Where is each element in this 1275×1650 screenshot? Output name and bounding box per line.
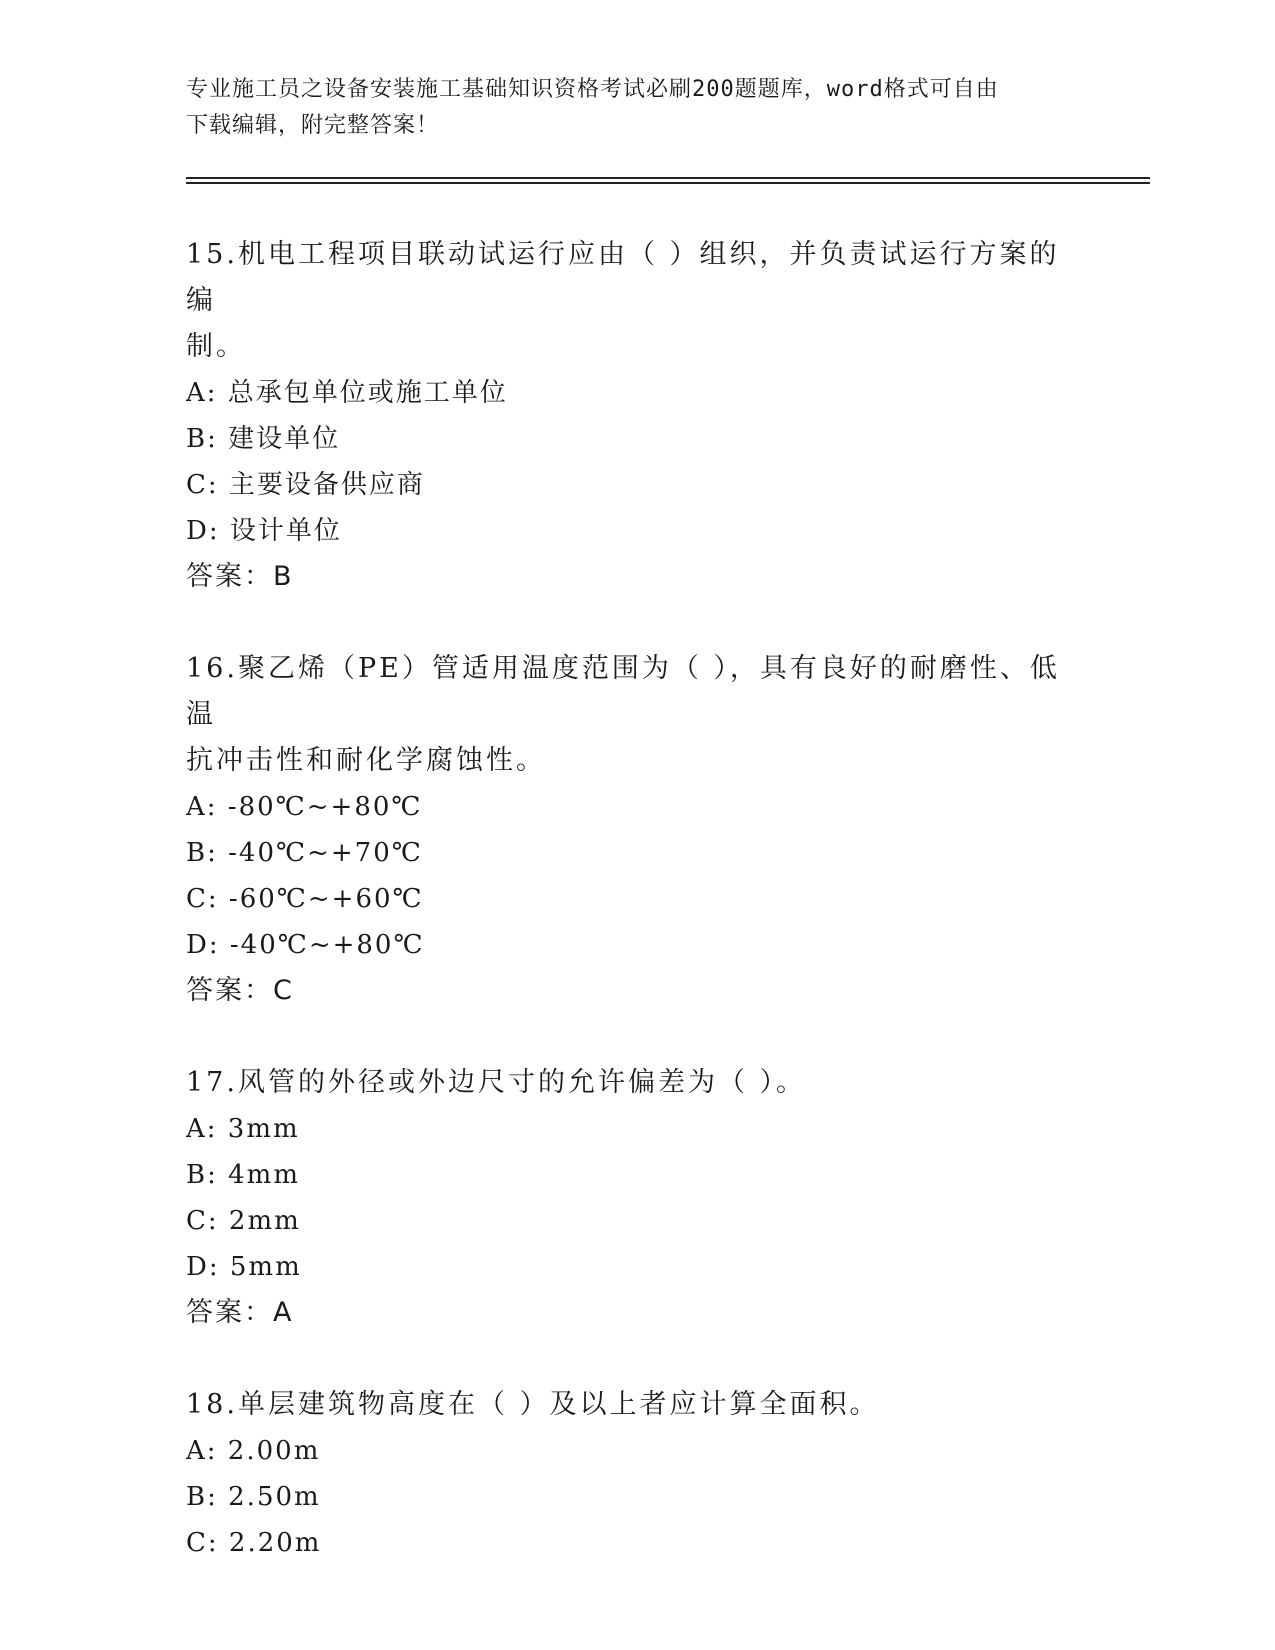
option-c: C: 2.20m — [186, 1528, 322, 1558]
option-a: A: 总承包单位或施工单位 — [186, 378, 508, 408]
question-15 — [186, 232, 1066, 600]
question-18 — [186, 1382, 1066, 1566]
answer: 答案：C — [186, 975, 294, 1006]
option-b: B: 建设单位 — [186, 424, 341, 454]
document-header — [186, 72, 1066, 144]
header-line-2: 下载编辑，附完整答案！ — [186, 113, 440, 138]
option-d: D: -40℃~+80℃ — [186, 930, 425, 960]
header-divider-top — [186, 177, 1150, 179]
header-line-1: 专业施工员之设备安装施工基础知识资格考试必刷200题题库，word格式可自由 — [186, 77, 999, 102]
option-d: D: 设计单位 — [186, 516, 342, 546]
question-stem: 15.机电工程项目联动试运行应由（ ）组织，并负责试运行方案的编 — [186, 239, 1060, 316]
option-a: A: 3mm — [186, 1114, 300, 1144]
answer: 答案：A — [186, 1297, 294, 1328]
question-17 — [186, 1060, 1066, 1336]
question-stem: 17.风管的外径或外边尺寸的允许偏差为（ ）。 — [186, 1067, 807, 1098]
question-stem-continued: 制。 — [186, 331, 246, 362]
option-a: A: -80℃~+80℃ — [186, 792, 423, 822]
question-stem-continued: 抗冲击性和耐化学腐蚀性。 — [186, 745, 546, 776]
header-divider-bottom — [186, 182, 1150, 184]
question-stem: 16.聚乙烯（PE）管适用温度范围为（ ），具有良好的耐磨性、低温 — [186, 653, 1060, 730]
question-list — [186, 232, 1066, 1612]
option-a: A: 2.00m — [186, 1436, 321, 1466]
option-c: C: 2mm — [186, 1206, 301, 1236]
question-stem: 18.单层建筑物高度在（ ）及以上者应计算全面积。 — [186, 1389, 880, 1420]
option-b: B: 2.50m — [186, 1482, 321, 1512]
option-b: B: 4mm — [186, 1160, 300, 1190]
option-d: D: 5mm — [186, 1252, 302, 1282]
option-c: C: -60℃~+60℃ — [186, 884, 424, 914]
question-16 — [186, 646, 1066, 1014]
option-c: C: 主要设备供应商 — [186, 470, 425, 500]
option-b: B: -40℃~+70℃ — [186, 838, 423, 868]
answer: 答案：B — [186, 561, 294, 592]
